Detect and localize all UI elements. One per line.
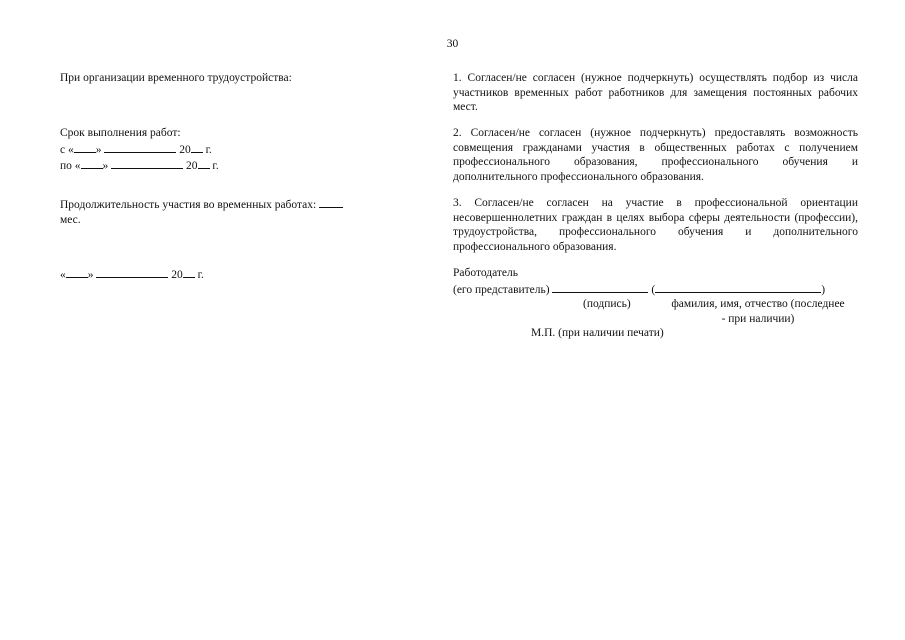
work-period-label: Срок выполнения работ: <box>60 127 181 139</box>
full-name-hint: фамилия, имя, отчество (последнее - при наличии) <box>671 298 845 325</box>
month-blank[interactable] <box>96 266 168 278</box>
consent-item-3: 3. Согласен/не согласен на участие в профессиональной ориентации несовершеннолетних граждан в целях выбора сферы деятельности (профессии), трудоустройства, профессионального обучения и дополнительного профессионального образования. <box>453 197 858 253</box>
employer-label: Работодатель <box>453 267 519 279</box>
period-to-line: по « » 20 г. <box>60 157 386 174</box>
signature-hints <box>453 297 858 326</box>
duration-line: Продолжительность участия во временных работах: <box>60 196 386 213</box>
signature-hint: (подпись) <box>583 298 631 310</box>
sign-date-line: « » 20 г. <box>60 266 386 283</box>
signature-blank[interactable] <box>552 281 648 293</box>
page-number: 30 <box>446 38 459 50</box>
representative-line: (его представитель) ( ) <box>453 281 858 298</box>
day-blank[interactable] <box>81 157 103 169</box>
year-blank[interactable] <box>191 141 203 153</box>
year-blank[interactable] <box>198 157 210 169</box>
work-period-block <box>60 126 386 174</box>
duration-unit: мес. <box>60 213 81 226</box>
duration-blank[interactable] <box>319 196 343 208</box>
month-blank[interactable] <box>111 157 183 169</box>
full-name-blank[interactable] <box>655 281 821 293</box>
day-blank[interactable] <box>66 266 88 278</box>
duration-block <box>60 196 386 227</box>
month-blank[interactable] <box>104 141 176 153</box>
organization-heading: При организации временного трудоустройства: <box>60 72 292 84</box>
employer-signature-block <box>453 266 858 341</box>
stamp-note: М.П. (при наличии печати) <box>531 327 664 339</box>
year-blank[interactable] <box>183 266 195 278</box>
consent-item-1: 1. Согласен/не согласен (нужное подчеркнуть) осуществлять подбор из числа участников временных работ работников для замещения постоянных рабочих мест. <box>453 72 858 113</box>
day-blank[interactable] <box>74 141 96 153</box>
period-from-line: с « » 20 г. <box>60 141 386 158</box>
consent-item-2: 2. Согласен/не согласен (нужное подчеркнуть) предоставлять возможность совмещения гражданами участия в общественных работах с получением профессионального образования, профессионального обучения и дополнительного профессионального образования. <box>453 127 858 183</box>
